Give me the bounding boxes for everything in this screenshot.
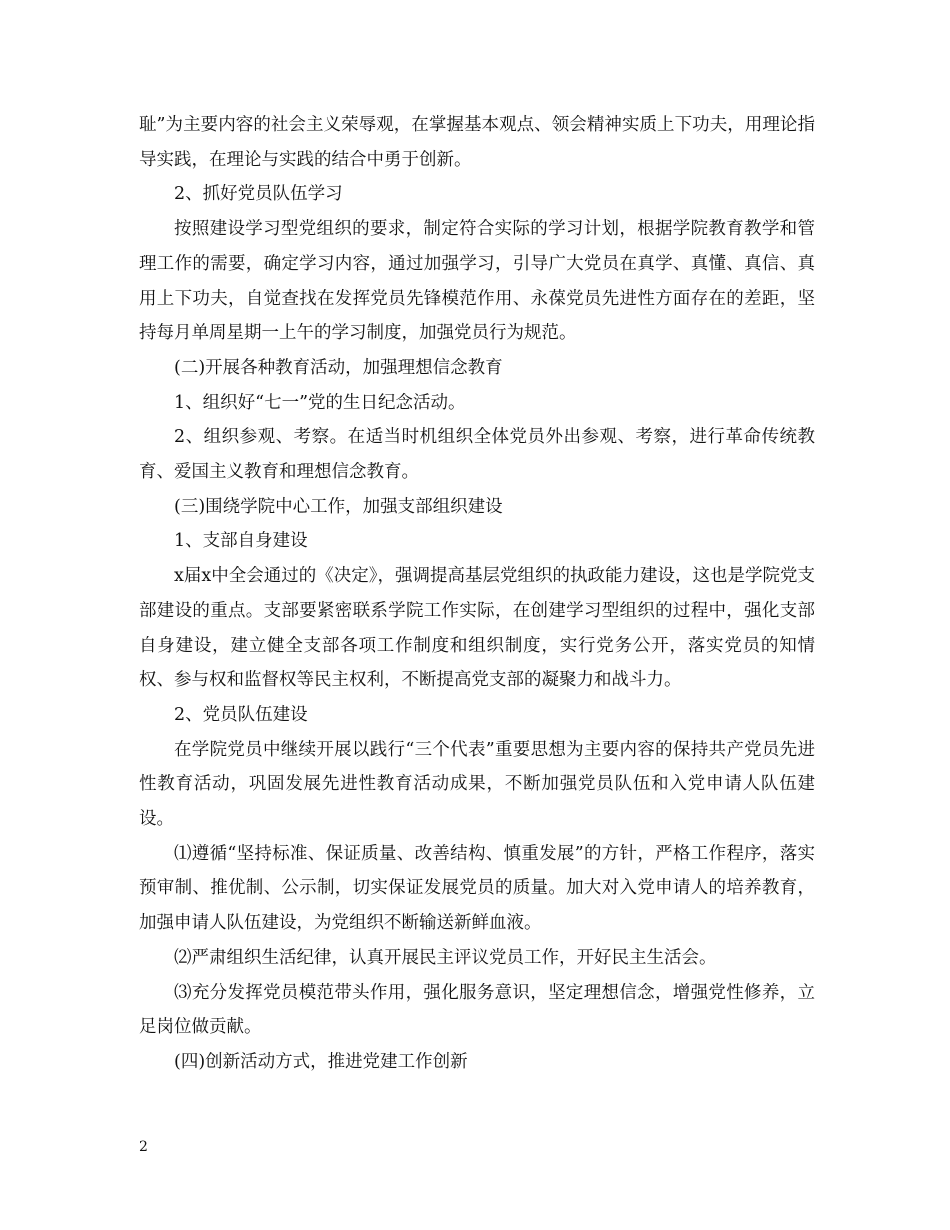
paragraph: 耻”为主要内容的社会主义荣辱观，在掌握基本观点、领会精神实质上下功夫，用理论指导实践，在理论与实践的结合中勇于创新。 [139, 115, 815, 170]
list-item: ⑴遵循“坚持标准、保证质量、改善结构、慎重发展”的方针，严格工作程序，落实预审制、推优制、公示制，切实保证发展党员的质量。加大对入党申请人的培养教育，加强申请人队伍建设，为党组织不断输送新鲜血液。 [139, 843, 815, 934]
section-heading: (三)围绕学院中心工作，加强支部组织建设 [174, 496, 503, 517]
paragraph: 按照建设学习型党组织的要求，制定符合实际的学习计划，根据学院教育教学和管理工作的需要，确定学习内容，通过加强学习，引导广大党员在真学、真懂、真信、真用上下功夫，自觉查找在发挥党员先锋模范作用、永葆党员先进性方面存在的差距，坚持每月单周星期一上午的学习制度，加强党员行为规范。 [139, 219, 815, 344]
paragraph: x届x中全会通过的《决定》，强调提高基层党组织的执政能力建设，这也是学院党支部建设的重点。支部要紧密联系学院工作实际，在创建学习型组织的过程中，强化支部自身建设，建立健全支部各项工作制度和组织制度，实行党务公开，落实党员的知情权、参与权和监督权等民主权利，不断提高党支部的凝聚力和战斗力。 [139, 566, 815, 691]
section-heading: (四)创新活动方式，推进党建工作创新 [174, 1051, 468, 1072]
paragraph: 在学院党员中继续开展以践行“三个代表”重要思想为主要内容的保持共产党员先进性教育活动，巩固发展先进性教育活动成果，不断加强党员队伍和入党申请人队伍建设。 [139, 739, 815, 830]
section-heading: 2、党员队伍建设 [174, 704, 308, 725]
page-number: 2 [139, 1139, 148, 1155]
section-heading: (二)开展各种教育活动，加强理想信念教育 [174, 357, 503, 378]
document-body [139, 108, 815, 1080]
list-item: 1、组织好“七一”党的生日纪念活动。 [174, 392, 466, 413]
list-item: ⑵严肃组织生活纪律，认真开展民主评议党员工作，开好民主生活会。 [174, 947, 717, 968]
list-item: 2、组织参观、考察。在适当时机组织全体党员外出参观、考察，进行革命传统教育、爱国主义教育和理想信念教育。 [139, 427, 815, 483]
section-heading: 2、抓好党员队伍学习 [174, 184, 343, 205]
list-item: ⑶充分发挥党员模范带头作用，强化服务意识，坚定理想信念，增强党性修养，立足岗位做贡献。 [139, 982, 815, 1038]
section-heading: 1、支部自身建设 [174, 531, 308, 552]
